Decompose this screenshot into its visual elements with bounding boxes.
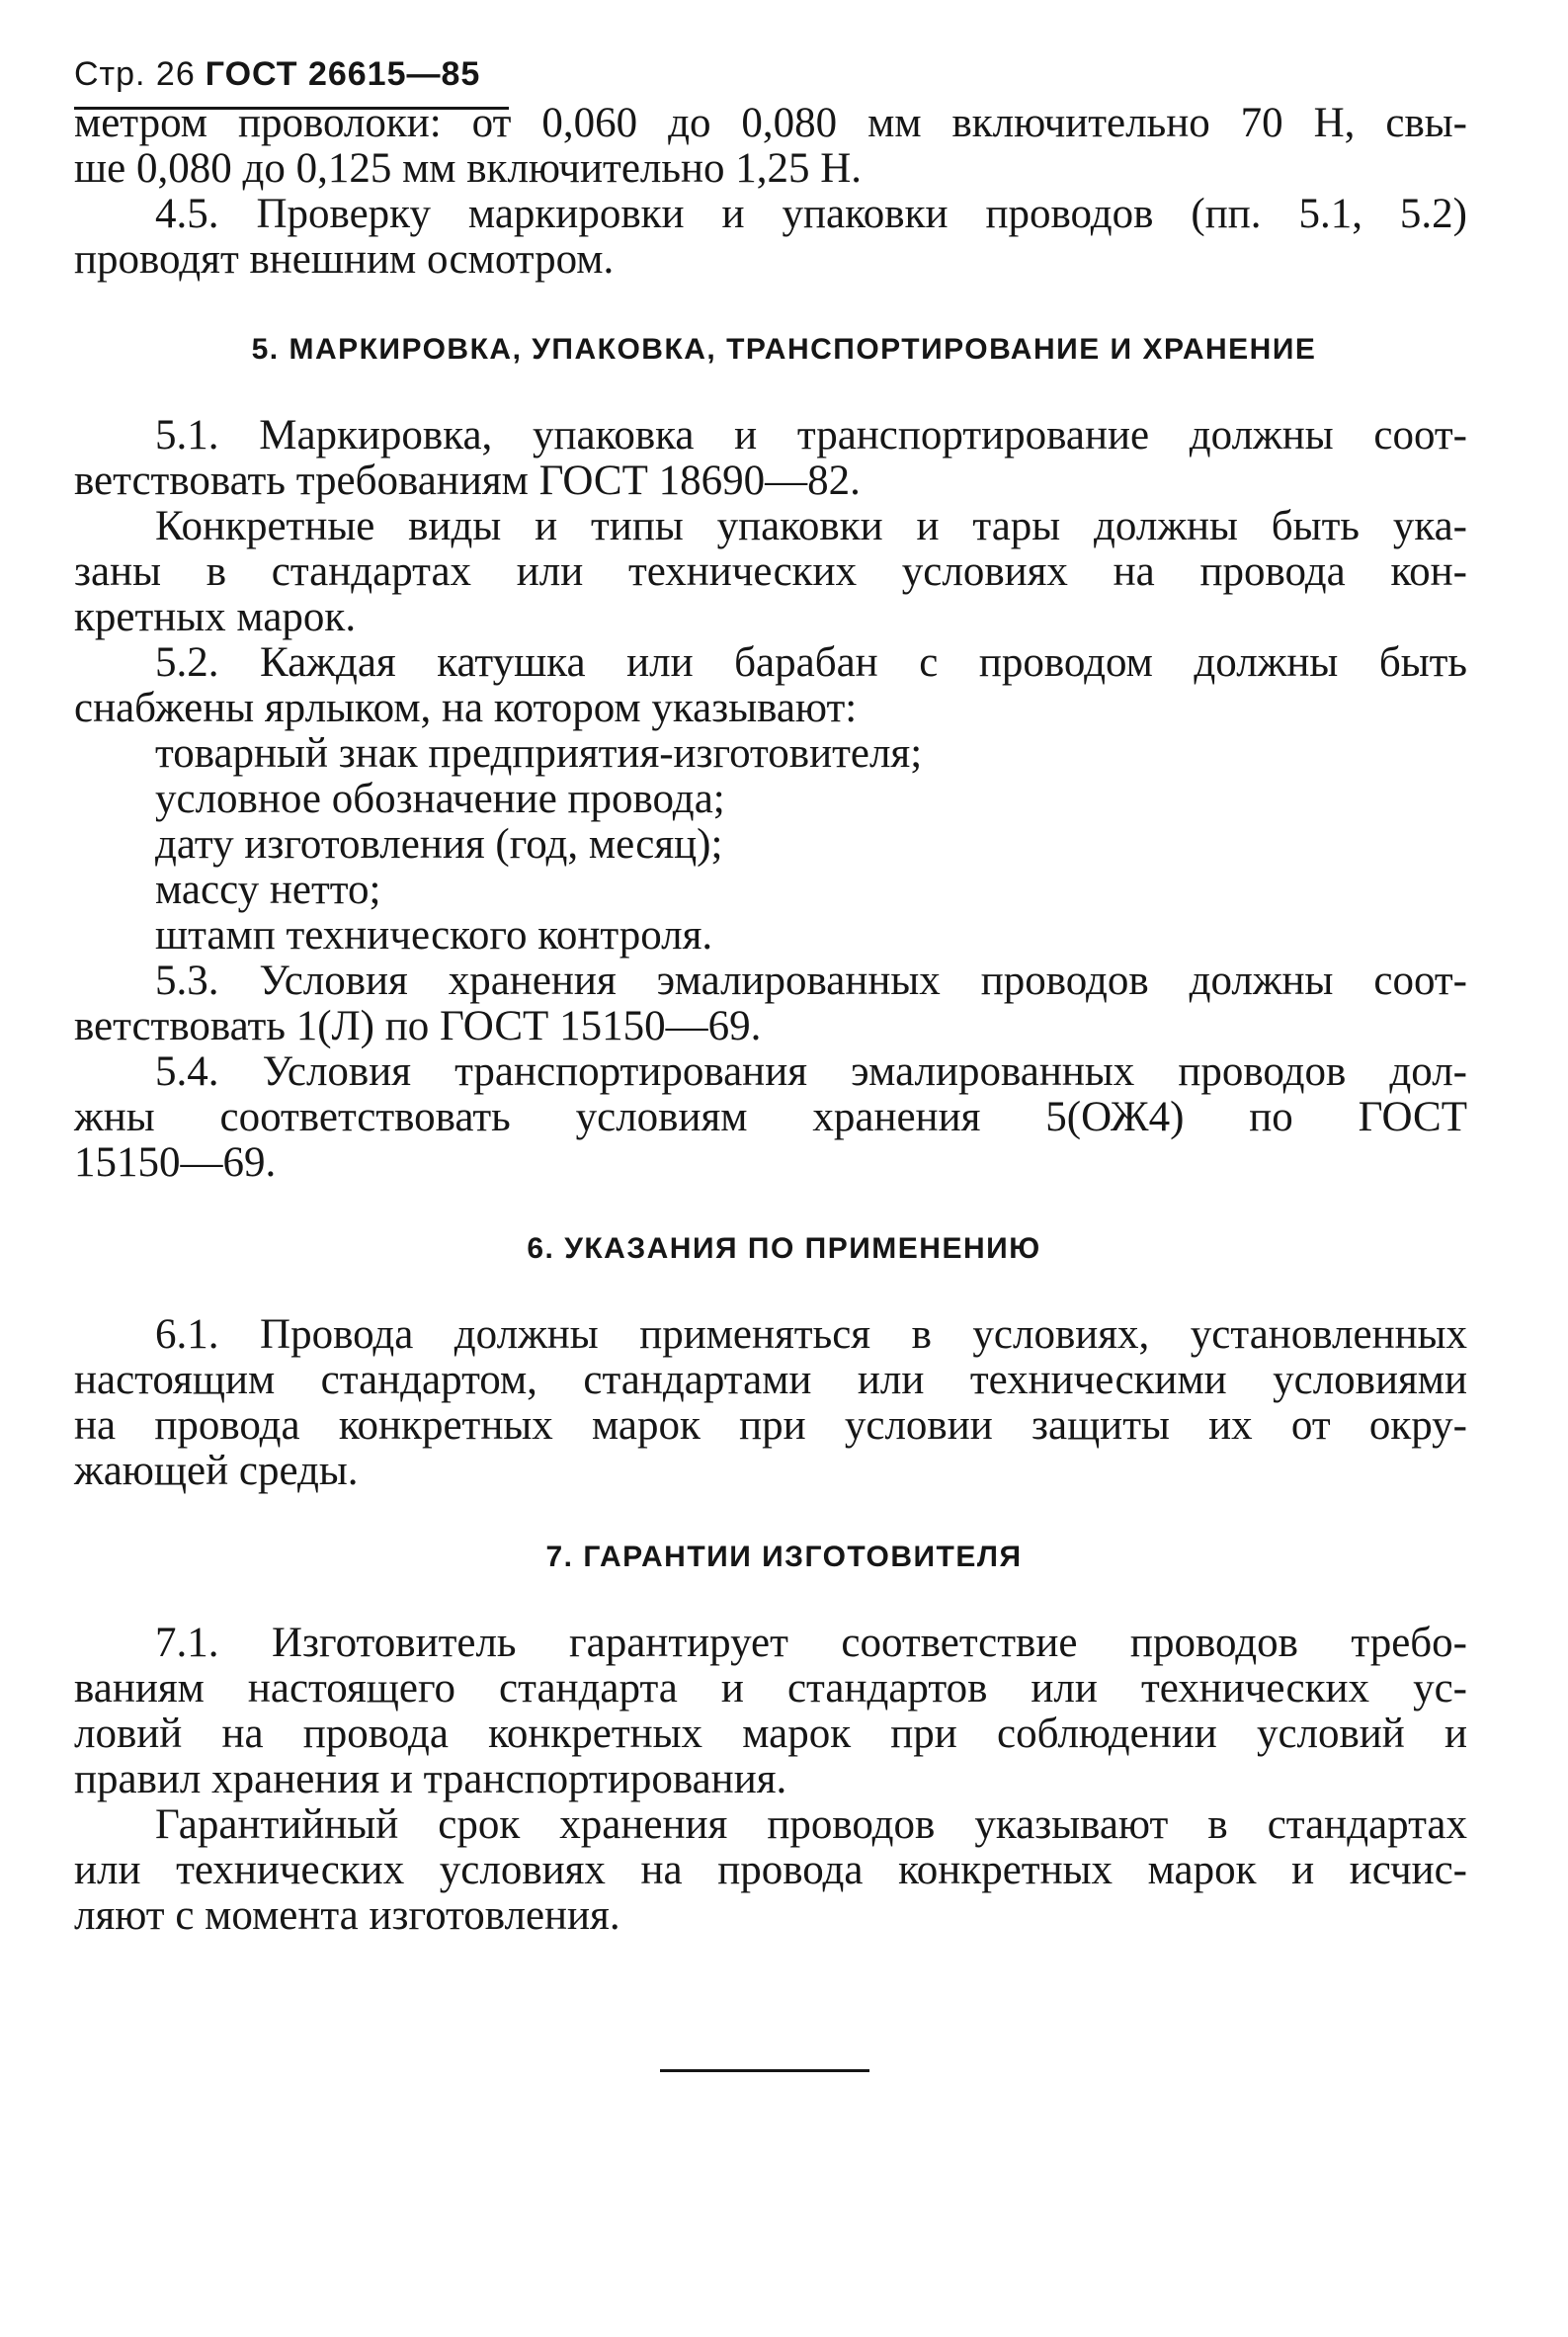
clause-7-1b-line-1: Гарантийный срок хранения проводов указывают в стандартах [155,1801,1467,1848]
clause-5-1b-line-2: заны в стандартах или технических условиях на провода кон- [74,548,1467,595]
clause-5-3-line-1: 5.3. Условия хранения эмалированных проводов должны соот- [155,958,1467,1004]
clause-7-1b-line-2: или технических условиях на провода конкретных марок и исчис- [74,1847,1467,1893]
standard-number: ГОСТ 26615—85 [205,55,481,93]
clause-5-1b-line-3: кретных марок. [74,594,357,640]
intro-line-1: метром проволоки: от 0,060 до 0,080 мм включительно 70 Н, свы- [74,100,1467,146]
section-7-heading: 7. ГАРАНТИИ ИЗГОТОВИТЕЛЯ [545,1541,1023,1573]
clause-5-4-line-1: 5.4. Условия транспортирования эмалированных проводов дол- [155,1048,1467,1095]
clause-5-1b-line-1: Конкретные виды и типы упаковки и тары должны быть ука- [155,503,1467,549]
label-list-item: массу нетто; [155,867,381,913]
clause-6-1-line-4: жающей среды. [74,1448,359,1494]
clause-7-1b-line-3: ляют с момента изготовления. [74,1892,620,1939]
label-list-item: штамп технического контроля. [155,912,713,959]
clause-6-1-line-3: на провода конкретных марок при условии защиты их от окру- [74,1402,1467,1449]
label-list-item: дату изготовления (год, месяц); [155,821,723,868]
clause-5-2-line-2: снабжены ярлыком, на котором указывают: [74,685,858,731]
clause-5-4-line-2: жны соответствовать условиям хранения 5(ОЖ4) по ГОСТ [74,1094,1467,1140]
clause-5-3-line-2: ветствовать 1(Л) по ГОСТ 15150—69. [74,1003,762,1049]
clause-5-2-line-1: 5.2. Каждая катушка или барабан с проводом должны быть [155,639,1467,686]
page-number: Стр. 26 [74,55,196,93]
label-list-item: товарный знак предприятия-изготовителя; [155,730,923,777]
clause-5-4-line-3: 15150—69. [74,1139,277,1186]
clause-7-1-line-3: ловий на провода конкретных марок при соблюдении условий и [74,1711,1467,1757]
clause-6-1-line-2: настоящим стандартом, стандартами или техническими условиями [74,1357,1467,1403]
clause-4-5-line-1: 4.5. Проверку маркировки и упаковки проводов (пп. 5.1, 5.2) [155,191,1467,237]
clause-5-1-line-1: 5.1. Маркировка, упаковка и транспортирование должны соот- [155,412,1467,459]
intro-line-2: ше 0,080 до 0,125 мм включительно 1,25 Н. [74,145,863,192]
section-6-heading: 6. УКАЗАНИЯ ПО ПРИМЕНЕНИЮ [527,1232,1041,1265]
clause-4-5-line-2: проводят внешним осмотром. [74,236,615,283]
end-rule [660,2069,869,2072]
clause-7-1-line-1: 7.1. Изготовитель гарантирует соответствие проводов требо- [155,1620,1467,1666]
clause-5-1-line-2: ветствовать требованиям ГОСТ 18690—82. [74,458,861,504]
clause-7-1-line-2: ваниям настоящего стандарта и стандартов или технических ус- [74,1665,1467,1711]
clause-7-1-line-4: правил хранения и транспортирования. [74,1756,787,1802]
label-list-item: условное обозначение провода; [155,776,725,822]
section-5-heading: 5. МАРКИРОВКА, УПАКОВКА, ТРАНСПОРТИРОВАНИЕ И ХРАНЕНИЕ [251,333,1317,366]
clause-6-1-line-1: 6.1. Провода должны применяться в условиях, установленных [155,1311,1467,1358]
